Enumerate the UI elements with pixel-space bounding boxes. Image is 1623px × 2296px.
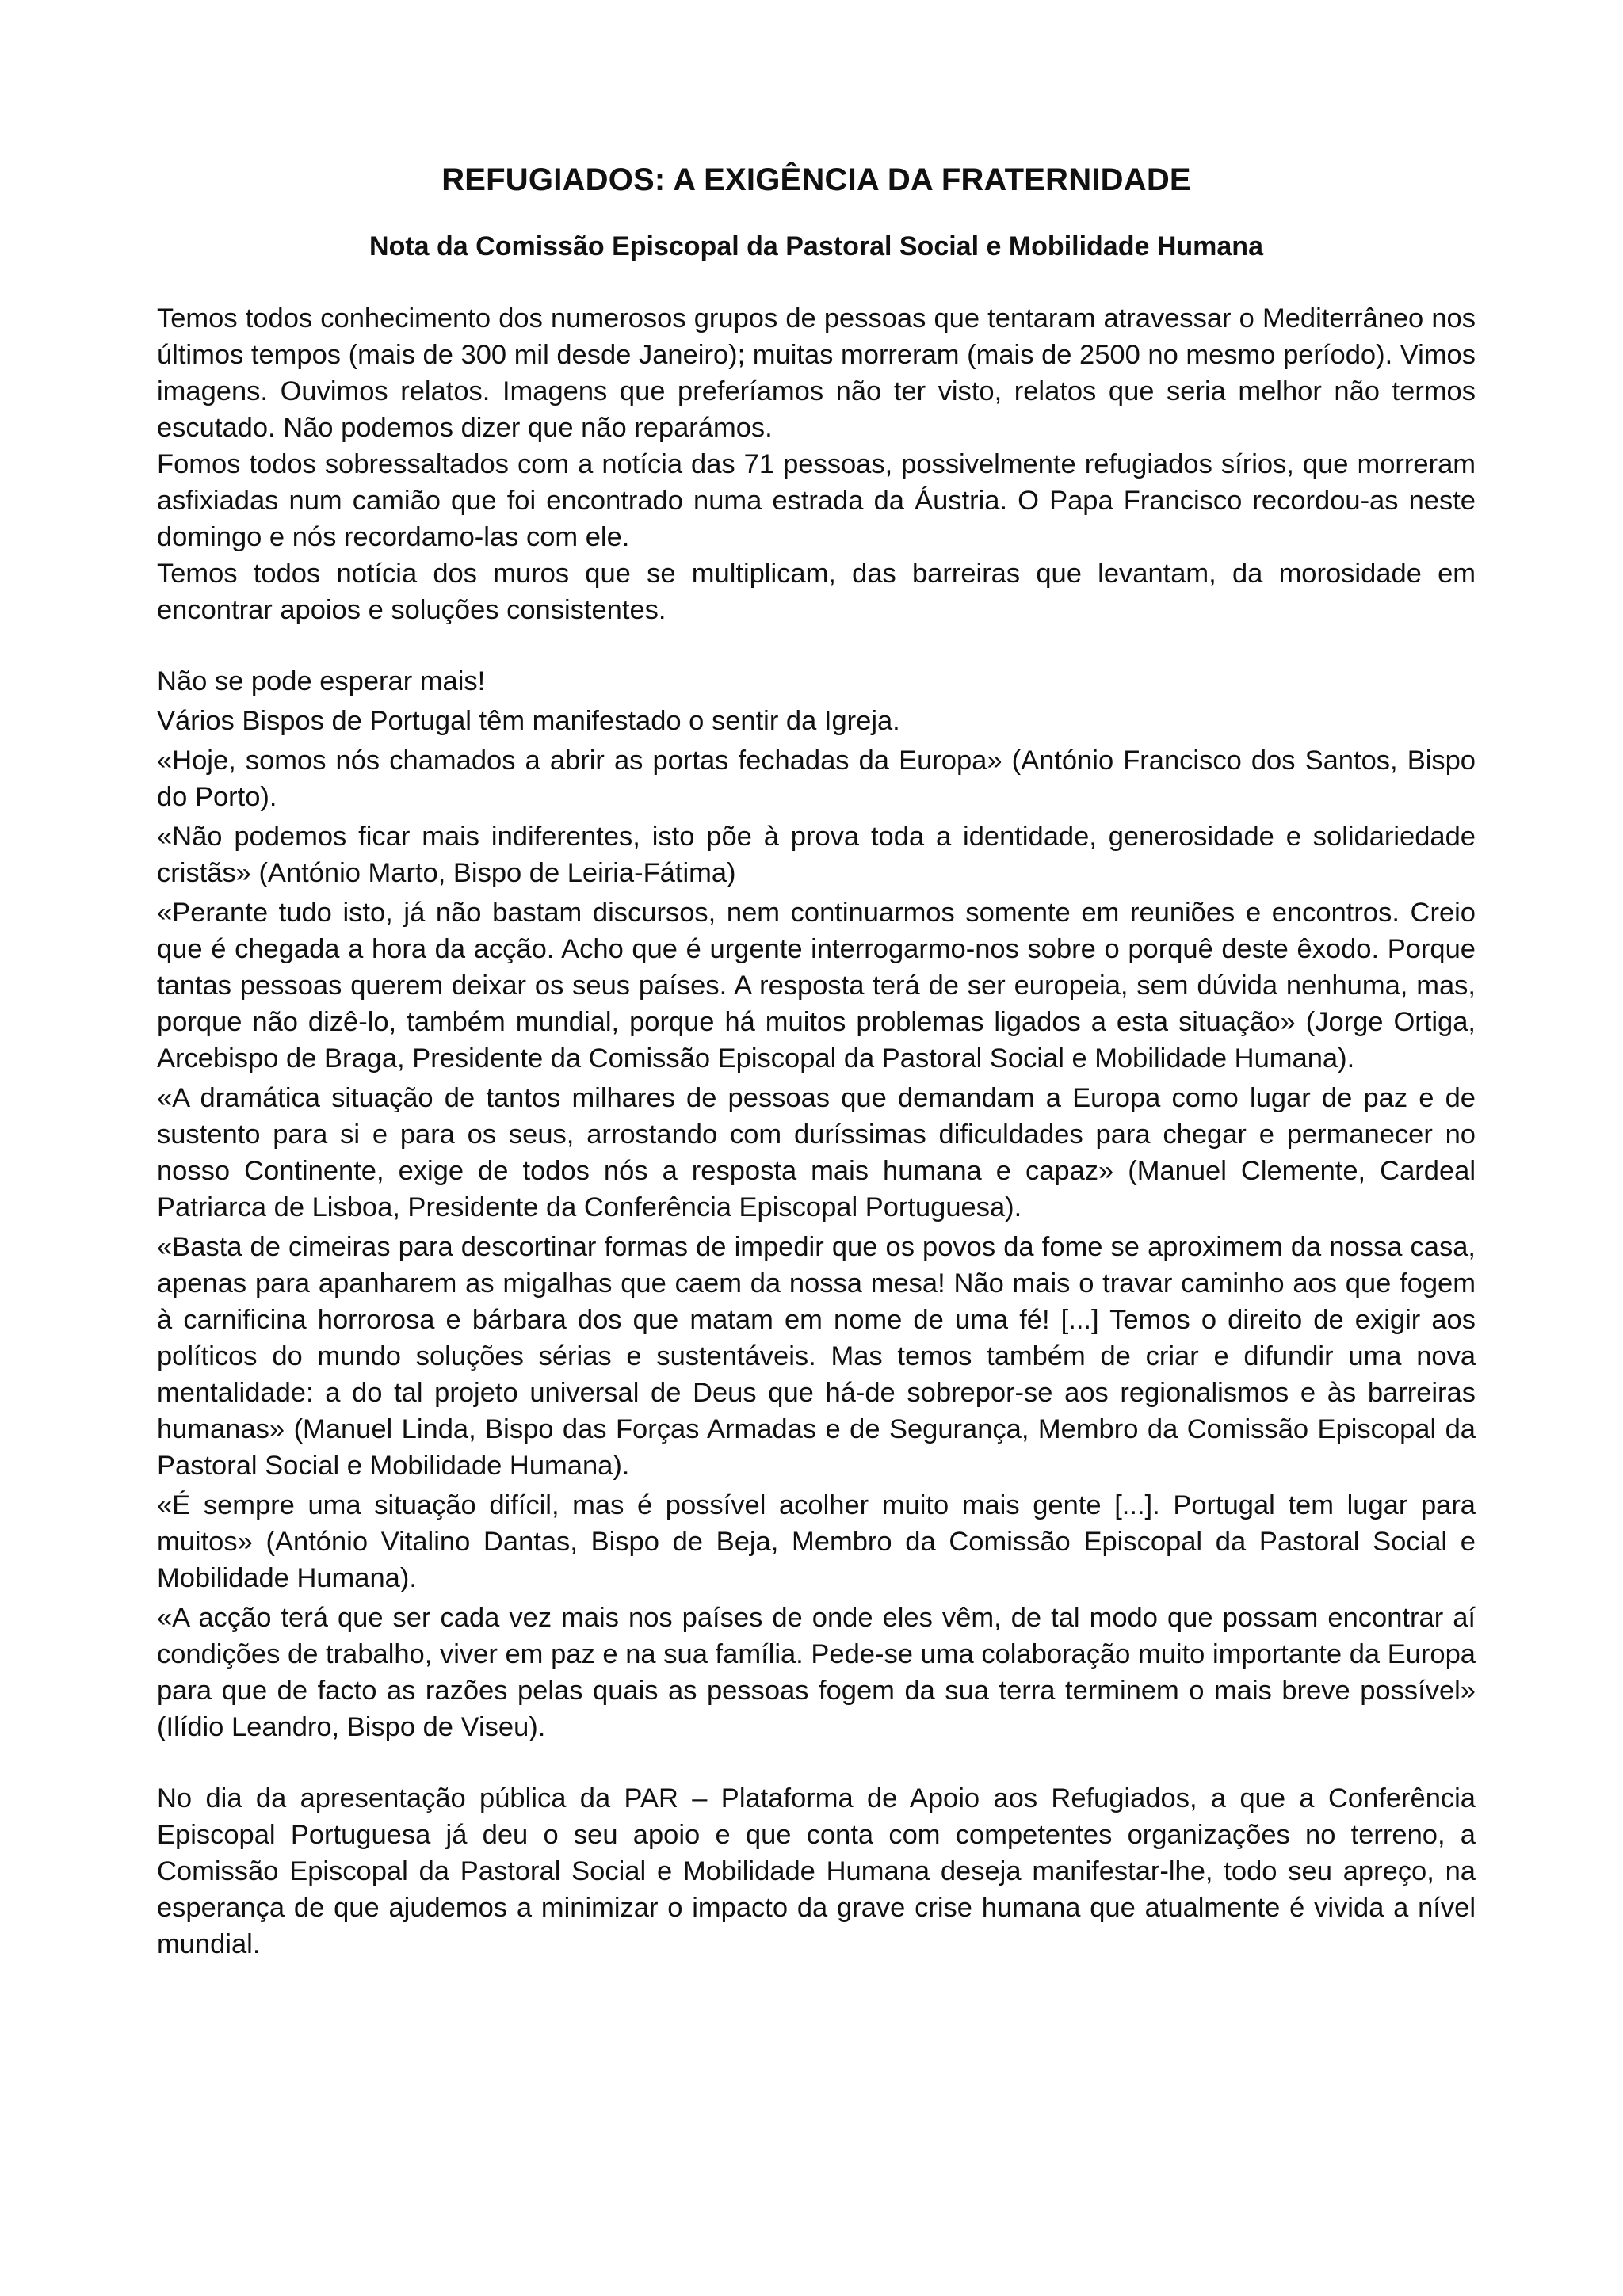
- document-page: [157, 162, 1476, 1962]
- document-title: REFUGIADOS: A EXIGÊNCIA DA FRATERNIDADE: [441, 162, 1191, 197]
- quote-paragraph: «A acção terá que ser cada vez mais nos países de onde eles vêm, de tal modo que possam encontrar aí condições de trabalho, viver em paz e na sua família. Pede-se uma colaboração muito importante da Europa para que de facto as razões pelas quais as pessoas fogem da sua terra terminem o mais breve possível» (Ilídio Leandro, Bispo de Viseu).: [157, 1603, 1476, 1742]
- document-subtitle: Nota da Comissão Episcopal da Pastoral Social e Mobilidade Humana: [369, 231, 1263, 261]
- quote-paragraph: «A dramática situação de tantos milhares de pessoas que demandam a Europa como lugar de paz e de sustento para si e para os seus, arrostando com duríssimas dificuldades para chegar e permanecer no nosso Continente, exige de todos nós a resposta mais humana e capaz» (Manuel Clemente, Cardeal Patriarca de Lisboa, Presidente da Conferência Episcopal Portuguesa).: [157, 1083, 1476, 1222]
- closing-paragraph: No dia da apresentação pública da PAR – Plataforma de Apoio aos Refugiados, a que a Conferência Episcopal Portuguesa já deu o seu apoio e que conta com competentes organizações no terreno, a Comissão Episcopal da Pastoral Social e Mobilidade Humana deseja manifestar-lhe, todo seu apreço, na esperança de que ajudemos a minimizar o impacto da grave crise humana que atualmente é vivida a nível mundial.: [157, 1783, 1476, 1959]
- intro-paragraph: Temos todos conhecimento dos numerosos grupos de pessoas que tentaram atravessar o Mediterrâneo nos últimos tempos (mais de 300 mil desde Janeiro); muitas morreram (mais de 2500 no mesmo período). Vimos imagens. Ouvimos relatos. Imagens que preferíamos não ter visto, relatos que seria melhor não termos escutado. Não podemos dizer que não reparámos.: [157, 303, 1476, 443]
- intro-paragraph: Temos todos notícia dos muros que se multiplicam, das barreiras que levantam, da morosidade em encontrar apoios e soluções consistentes.: [157, 559, 1476, 625]
- statement-paragraph: Vários Bispos de Portugal têm manifestado o sentir da Igreja.: [157, 706, 900, 736]
- statement-paragraph: Não se pode esperar mais!: [157, 666, 486, 696]
- intro-paragraph: Fomos todos sobressaltados com a notícia das 71 pessoas, possivelmente refugiados sírios, que morreram asfixiadas num camião que foi encontrado numa estrada da Áustria. O Papa Francisco recordou-as neste domingo e nós recordamo-las com ele.: [157, 449, 1476, 552]
- intro-section: [157, 300, 1476, 628]
- quote-paragraph: «Perante tudo isto, já não bastam discursos, nem continuarmos somente em reuniões e encontros. Creio que é chegada a hora da acção. Acho que é urgente interrogarmo-nos sobre o porquê deste êxodo. Porque tantas pessoas querem deixar os seus países. A resposta terá de ser europeia, sem dúvida nenhuma, mas, porque não dizê-lo, também mundial, porque há muitos problemas ligados a esta situação» (Jorge Ortiga, Arcebispo de Braga, Presidente da Comissão Episcopal da Pastoral Social e Mobilidade Humana).: [157, 898, 1476, 1074]
- quote-paragraph: «Basta de cimeiras para descortinar formas de impedir que os povos da fome se aproximem da nossa casa, apenas para apanharem as migalhas que caem da nossa mesa! Não mais o travar caminho aos que fogem à carnificina horrorosa e bárbara dos que matam em nome de uma fé! [...] Temos o direito de exigir aos políticos do mundo soluções sérias e sustentáveis. Mas temos também de criar e difundir uma nova mentalidade: a do tal projeto universal de Deus que há-de sobrepor-se aos regionalismos e às barreiras humanas» (Manuel Linda, Bispo das Forças Armadas e de Segurança, Membro da Comissão Episcopal da Pastoral Social e Mobilidade Humana).: [157, 1232, 1476, 1481]
- quote-paragraph: «Hoje, somos nós chamados a abrir as portas fechadas da Europa» (António Francisco dos Santos, Bispo do Porto).: [157, 746, 1476, 812]
- section-gap: [157, 1745, 1476, 1780]
- bishops-quotes-section: [157, 663, 1476, 1745]
- quote-paragraph: «É sempre uma situação difícil, mas é possível acolher muito mais gente [...]. Portugal tem lugar para muitos» (António Vitalino Dantas, Bispo de Beja, Membro da Comissão Episcopal da Pastoral Social e Mobilidade Humana).: [157, 1490, 1476, 1593]
- quote-paragraph: «Não podemos ficar mais indiferentes, isto põe à prova toda a identidade, generosidade e solidariedade cristãs» (António Marto, Bispo de Leiria-Fátima): [157, 822, 1476, 888]
- section-gap: [157, 628, 1476, 663]
